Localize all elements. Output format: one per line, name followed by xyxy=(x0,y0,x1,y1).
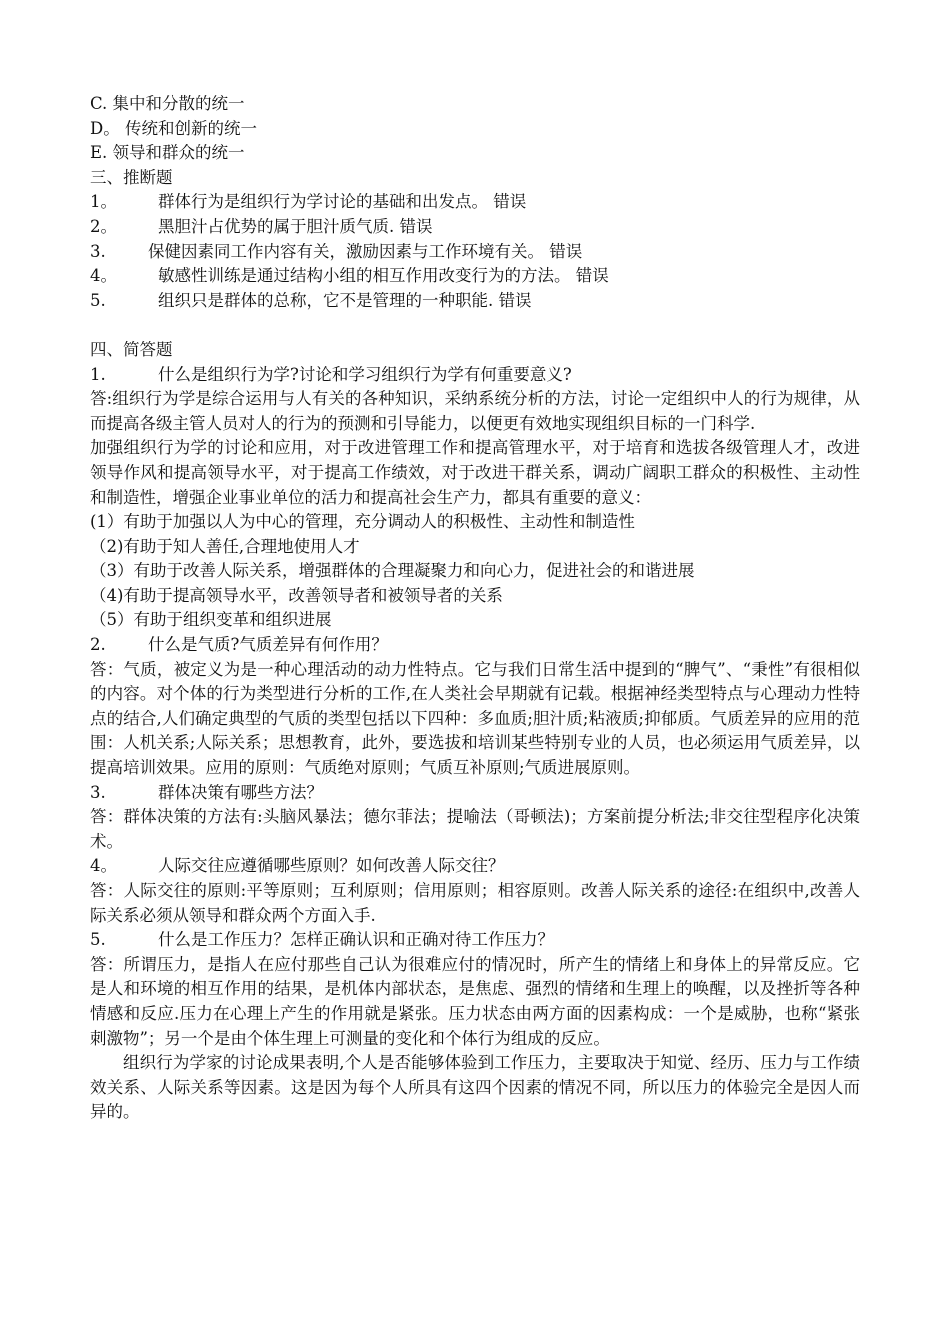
question-number: 1. xyxy=(90,364,106,384)
answer-paragraph: 答：所谓压力，是指人在应付那些自己认为很难应付的情况时，所产生的情绪上和身体上的异常反应。它是人和环境的相互作用的结果，是机体内部状态，是焦虑、强烈的情绪和生理上的唤醒，以及挫折等各种情感和反应.压力在心理上产生的作用就是紧张。压力状态由两方面的因素构成：一个是威胁，也称“紧张刺激物”；另一个是由个体生理上可测量的变化和个体行为组成的反应。 xyxy=(90,954,860,1048)
item-number: 3. xyxy=(90,241,106,261)
answer-point: （3）有助于改善人际关系，增强群体的合理凝聚力和向心力，促进社会的和谐进展 xyxy=(90,561,695,581)
option-c: C. 集中和分散的统一 xyxy=(90,94,245,113)
answer-point: （4)有助于提高领导水平，改善领导者和被领导者的关系 xyxy=(90,585,503,605)
answer-paragraph: 答:组织行为学是综合运用与人有关的各种知识，采纳系统分析的方法，讨论一定组织中人的行为规律，从而提高各级主管人员对人的行为的预测和引导能力，以便更有效地实现组织目标的一门科学. xyxy=(90,389,860,433)
question-text: 人际交往应遵循哪些原则？如何改善人际交往？ xyxy=(158,856,505,876)
judgment-item xyxy=(90,264,860,289)
item-text: 保健因素同工作内容有关，激励因素与工作环境有关。 错误 xyxy=(148,241,583,261)
item-number: 2。 xyxy=(90,216,117,236)
question-number: 4。 xyxy=(90,856,117,876)
question-number: 3. xyxy=(90,782,106,802)
spacer xyxy=(90,313,860,338)
question-4 xyxy=(90,854,860,879)
judgment-item xyxy=(90,190,860,215)
question-1 xyxy=(90,363,860,388)
item-text: 黑胆汁占优势的属于胆汁质气质. 错误 xyxy=(158,216,433,236)
section-heading-short-answer: 四、简答题 xyxy=(90,339,173,359)
question-text: 什么是工作压力？怎样正确认识和正确对待工作压力？ xyxy=(158,930,554,950)
option-d: D。 传统和创新的统一 xyxy=(90,118,257,138)
item-number: 5. xyxy=(90,290,106,310)
item-number: 1。 xyxy=(90,192,117,212)
document-page xyxy=(90,92,860,1125)
judgment-item xyxy=(90,240,860,265)
item-number: 4。 xyxy=(90,266,117,286)
answer-paragraph: 答：群体决策的方法有:头脑风暴法；德尔菲法；提喻法（哥顿法)；方案前提分析法;非交往型程序化决策术。 xyxy=(90,807,860,851)
answer-paragraph: 组织行为学家的讨论成果表明,个人是否能够体验到工作压力，主要取决于知觉、经历、压力与工作绩效关系、人际关系等因素。这是因为每个人所具有这四个因素的情况不同，所以压力的体验完全是因人而异的。 xyxy=(90,1053,860,1122)
answer-paragraph: 加强组织行为学的讨论和应用，对于改进管理工作和提高管理水平，对于培育和选拔各级管理人才，改进领导作风和提高领导水平，对于提高工作绩效，对于改进干群关系，调动广阔职工群众的积极性、主动性和制造性，增强企业事业单位的活力和提高社会生产力，都具有重要的意义： xyxy=(90,438,860,507)
section-heading-judgment: 三、推断题 xyxy=(90,167,173,187)
question-text: 什么是气质?气质差异有何作用？ xyxy=(148,635,388,655)
answer-point: （5）有助于组织变革和组织进展 xyxy=(90,610,332,630)
answer-paragraph: 答：气质，被定义为是一种心理活动的动力性特点。它与我们日常生活中提到的“脾气”、“秉性”有很相似的内容。对个体的行为类型进行分析的工作,在人类社会早期就有记载。根据神经类型特点与心理动力性特点的结合,人们确定典型的气质的类型包括以下四种：多血质;胆汁质;粘液质;抑郁质。气质差异的应用的范围：人机关系;人际关系；思想教育，此外，要选拔和培训某些特别专业的人员，也必须运用气质差异，以提高培训效果。应用的原则：气质绝对原则；气质互补原则;气质进展原则。 xyxy=(90,659,860,778)
answer-point: (1）有助于加强以人为中心的管理，充分调动人的积极性、主动性和制造性 xyxy=(90,512,635,532)
answer-point: （2)有助于知人善任,合理地使用人才 xyxy=(90,536,360,556)
question-text: 什么是组织行为学?讨论和学习组织行为学有何重要意义? xyxy=(158,364,572,384)
question-text: 群体决策有哪些方法？ xyxy=(158,782,323,802)
option-e: E. 领导和群众的统一 xyxy=(90,143,245,163)
judgment-item xyxy=(90,215,860,240)
judgment-item xyxy=(90,289,860,314)
item-text: 敏感性训练是通过结构小组的相互作用改变行为的方法。 错误 xyxy=(158,266,609,286)
question-3 xyxy=(90,781,860,806)
question-2 xyxy=(90,633,860,658)
item-text: 群体行为是组织行为学讨论的基础和出发点。 错误 xyxy=(158,192,527,212)
answer-paragraph: 答：人际交往的原则:平等原则；互利原则；信用原则；相容原则。改善人际关系的途径:在组织中,改善人际关系必须从领导和群众两个方面入手. xyxy=(90,881,860,925)
item-text: 组织只是群体的总称，它不是管理的一种职能. 错误 xyxy=(158,290,532,310)
question-5 xyxy=(90,928,860,953)
question-number: 5. xyxy=(90,930,106,950)
question-number: 2. xyxy=(90,635,106,655)
